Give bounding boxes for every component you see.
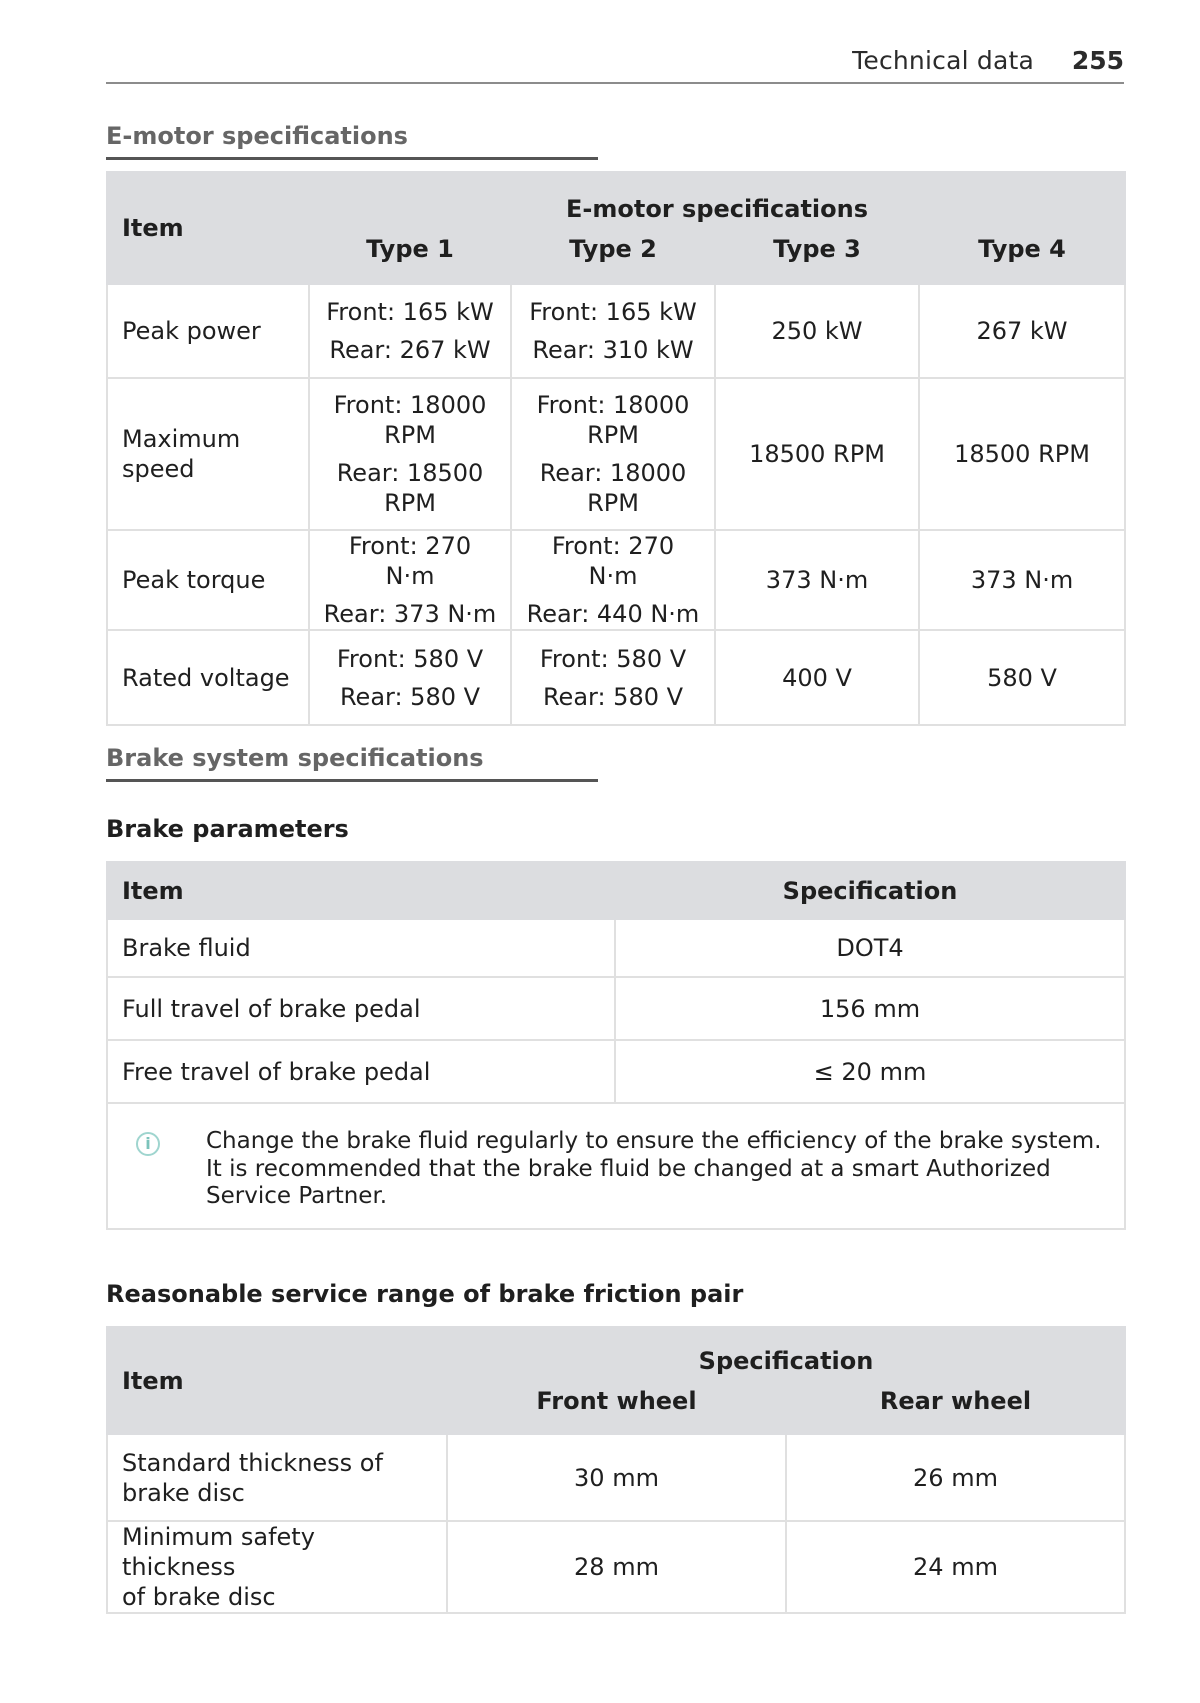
note-row — [107, 1103, 1125, 1229]
table-cell: 400 V — [715, 630, 919, 725]
table-row — [107, 977, 1125, 1040]
table-cell: Front: 18000 RPM Rear: 18000 RPM — [511, 378, 715, 530]
table-cell: 267 kW — [919, 284, 1125, 378]
table-cell: 24 mm — [786, 1521, 1125, 1613]
row-label: Rated voltage — [107, 630, 309, 725]
friction-pair-heading: Reasonable service range of brake friction pair — [106, 1280, 744, 1308]
page-header — [106, 40, 1124, 84]
table-cell: 28 mm — [447, 1521, 786, 1613]
table-cell: 30 mm — [447, 1434, 786, 1521]
brake-fluid-note: Change the brake fluid regularly to ensure the efficiency of the brake system. It is recommended that the brake fluid be changed at a smart Authorized Service Partner. — [206, 1128, 1102, 1210]
emotor-section-heading: E-motor specifications — [106, 120, 598, 160]
emotor-item-header: Item — [107, 172, 309, 284]
table-cell: Front: 580 V Rear: 580 V — [511, 630, 715, 725]
type-1-header: Type 1 — [309, 228, 511, 284]
table-row — [107, 284, 1125, 378]
row-label: Free travel of brake pedal — [107, 1040, 615, 1103]
row-label: Full travel of brake pedal — [107, 977, 615, 1040]
friction-pair-table — [106, 1326, 1126, 1614]
brake-parameters-table — [106, 861, 1126, 1230]
table-cell: Front: 270 N·m Rear: 373 N·m — [309, 530, 511, 630]
table-cell: ≤ 20 mm — [615, 1040, 1125, 1103]
table-cell: Front: 165 kW Rear: 310 kW — [511, 284, 715, 378]
friction-item-header: Item — [107, 1327, 447, 1434]
table-row — [107, 1521, 1125, 1613]
table-row — [107, 378, 1125, 530]
header-title: Technical data — [852, 46, 1034, 75]
rear-wheel-header: Rear wheel — [786, 1380, 1125, 1434]
type-2-header: Type 2 — [511, 228, 715, 284]
table-cell: Front: 580 V Rear: 580 V — [309, 630, 511, 725]
table-cell: Front: 165 kW Rear: 267 kW — [309, 284, 511, 378]
brake-item-header: Item — [107, 862, 615, 919]
type-4-header: Type 4 — [919, 228, 1125, 284]
table-cell: 580 V — [919, 630, 1125, 725]
table-row — [107, 630, 1125, 725]
emotor-group-header: E-motor specifications — [309, 172, 1125, 228]
front-wheel-header: Front wheel — [447, 1380, 786, 1434]
emotor-spec-table — [106, 171, 1126, 726]
table-row — [107, 1040, 1125, 1103]
row-label: Maximum speed — [107, 378, 309, 530]
table-cell: 373 N·m — [715, 530, 919, 630]
table-cell: 26 mm — [786, 1434, 1125, 1521]
table-cell: Front: 270 N·m Rear: 440 N·m — [511, 530, 715, 630]
table-cell: 18500 RPM — [919, 378, 1125, 530]
row-label: Minimum safety thickness of brake disc — [107, 1521, 447, 1613]
row-label: Peak torque — [107, 530, 309, 630]
table-row — [107, 919, 1125, 977]
type-3-header: Type 3 — [715, 228, 919, 284]
row-label: Standard thickness of brake disc — [107, 1434, 447, 1521]
table-cell: 373 N·m — [919, 530, 1125, 630]
table-row — [107, 1434, 1125, 1521]
page-number: 255 — [1071, 46, 1124, 75]
note-box — [107, 1103, 1125, 1229]
table-cell: Front: 18000 RPM Rear: 18500 RPM — [309, 378, 511, 530]
brake-parameters-heading: Brake parameters — [106, 815, 349, 843]
row-label: Peak power — [107, 284, 309, 378]
table-cell: 250 kW — [715, 284, 919, 378]
brake-spec-header: Specification — [615, 862, 1125, 919]
table-cell: 18500 RPM — [715, 378, 919, 530]
info-icon: i — [136, 1132, 160, 1156]
table-row — [107, 530, 1125, 630]
table-cell: DOT4 — [615, 919, 1125, 977]
row-label: Brake fluid — [107, 919, 615, 977]
friction-group-header: Specification — [447, 1327, 1125, 1380]
brake-section-heading: Brake system specifications — [106, 742, 598, 782]
table-cell: 156 mm — [615, 977, 1125, 1040]
